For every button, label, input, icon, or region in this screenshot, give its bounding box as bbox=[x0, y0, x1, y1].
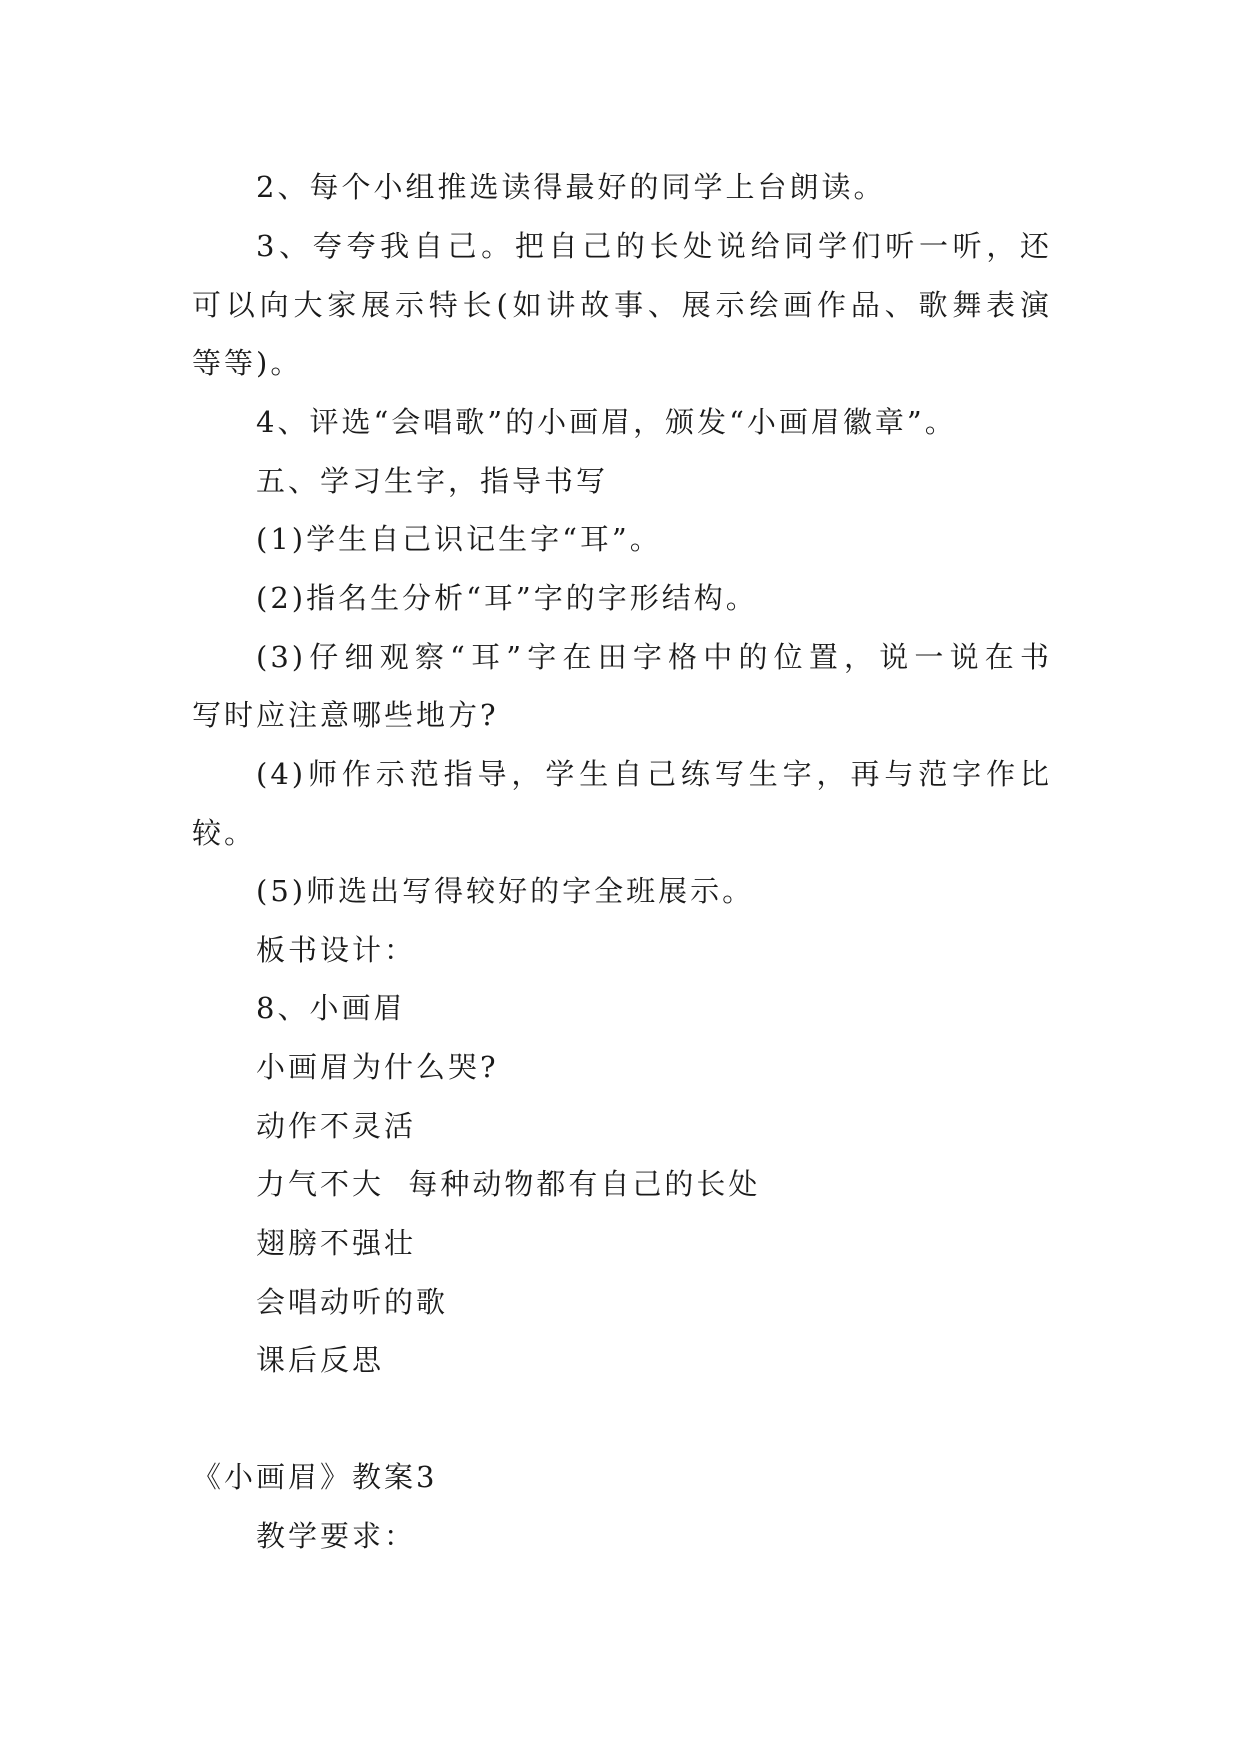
paragraph-line: 可以向大家展示特长(如讲故事、展示绘画作品、歌舞表演 bbox=[192, 288, 1052, 322]
paragraph-line: (5)师选出写得较好的字全班展示。 bbox=[256, 874, 755, 908]
blackboard-line: 动作不灵活 bbox=[256, 1109, 417, 1143]
blackboard-title: 8、小画眉 bbox=[256, 991, 406, 1025]
teaching-requirements-heading: 教学要求： bbox=[256, 1519, 417, 1553]
blackboard-line: 翅膀不强壮 bbox=[256, 1226, 417, 1260]
lesson-title: 《小画眉》教案3 bbox=[192, 1460, 438, 1494]
paragraph-line: (2)指名生分析“耳”字的字形结构。 bbox=[256, 581, 758, 615]
paragraph-line: 2、每个小组推选读得最好的同学上台朗读。 bbox=[256, 170, 886, 204]
blackboard-design-label: 板书设计： bbox=[256, 933, 417, 967]
paragraph-line: 3、夸夸我自己。把自己的长处说给同学们听一听，还 bbox=[256, 229, 1052, 263]
paragraph-line: 写时应注意哪些地方? bbox=[192, 698, 499, 732]
paragraph-line: (4)师作示范指导，学生自己练写生字，再与范字作比 bbox=[256, 757, 1052, 791]
blackboard-line: 力气不大 每种动物都有自己的长处 bbox=[256, 1167, 761, 1201]
paragraph-line: 较。 bbox=[192, 816, 257, 850]
paragraph-line: (1)学生自己识记生字“耳”。 bbox=[256, 522, 662, 556]
blackboard-line: 小画眉为什么哭? bbox=[256, 1050, 499, 1084]
reflection-heading: 课后反思 bbox=[256, 1343, 385, 1377]
section-heading: 五、学习生字，指导书写 bbox=[256, 464, 609, 498]
blackboard-line: 会唱动听的歌 bbox=[256, 1285, 449, 1319]
paragraph-line: 4、评选“会唱歌”的小画眉，颁发“小画眉徽章”。 bbox=[256, 405, 957, 439]
paragraph-line: (3)仔细观察“耳”字在田字格中的位置，说一说在书 bbox=[256, 640, 1052, 674]
paragraph-line: 等等)。 bbox=[192, 346, 303, 380]
